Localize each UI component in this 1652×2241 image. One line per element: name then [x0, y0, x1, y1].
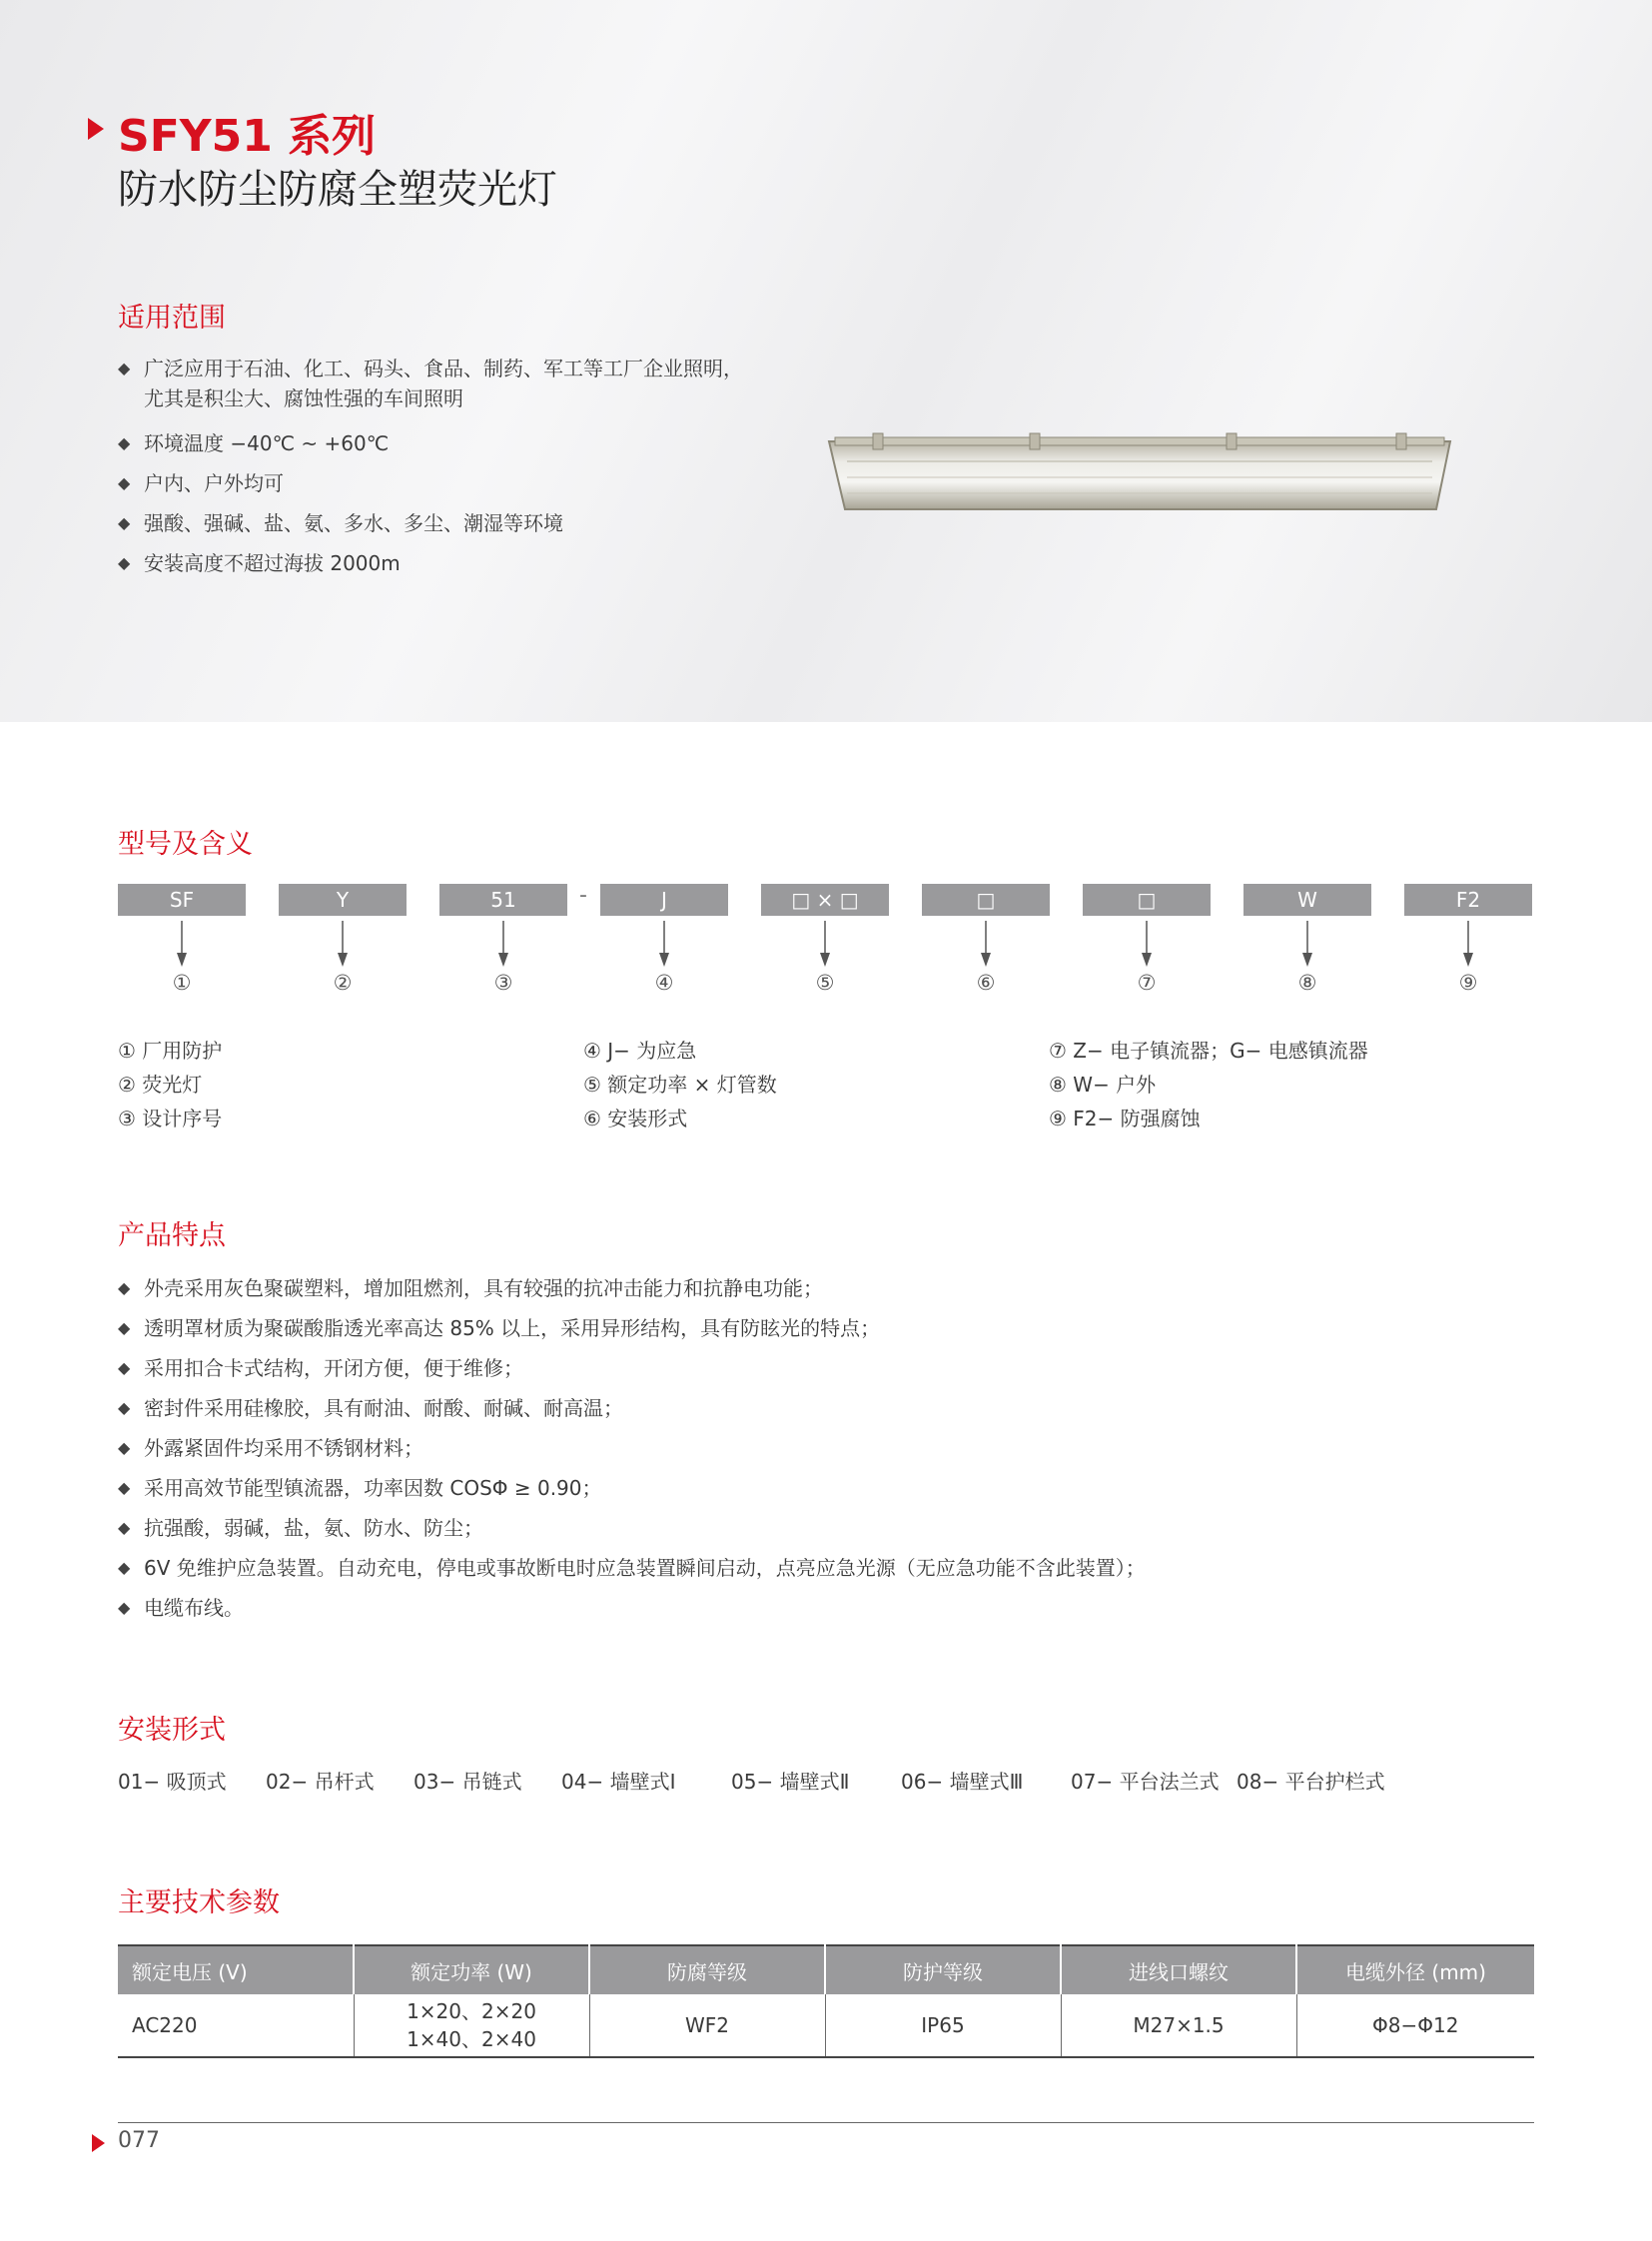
install-item: 03− 吊链式 — [413, 1770, 522, 1794]
specs-heading: 主要技术参数 — [118, 1887, 280, 1918]
cell-anticorrosion: WF2 — [589, 1994, 825, 2057]
diamond-bullet-icon: ◆ — [118, 1278, 131, 1297]
code-box-y: Y — [279, 884, 407, 916]
diamond-bullet-icon: ◆ — [118, 1558, 131, 1577]
diamond-bullet-icon: ◆ — [118, 1398, 131, 1417]
code-box-j: J — [600, 884, 728, 916]
column-header: 额定功率 (W) — [354, 1945, 589, 1994]
code-box-install: □ — [922, 884, 1050, 916]
down-arrow-icon — [1462, 921, 1474, 967]
code-dash: - — [579, 883, 587, 908]
cell-thread: M27×1.5 — [1061, 1994, 1296, 2057]
model-legend-col-3 — [1049, 1034, 1368, 1135]
down-arrow-icon — [1301, 921, 1313, 967]
legend-item: ⑦ Z− 电子镇流器；G− 电感镇流器 — [1049, 1039, 1368, 1063]
code-number: ④ — [654, 971, 674, 995]
diamond-bullet-icon: ◆ — [118, 359, 131, 377]
column-header: 防腐等级 — [589, 1945, 825, 1994]
list-item: ◆ 外壳采用灰色聚碳塑料，增加阻燃剂，具有较强的抗冲击能力和抗静电功能； — [118, 1268, 1146, 1308]
cell-power — [354, 1994, 589, 2057]
list-item: ◆ 6V 免维护应急装置。自动充电，停电或事故断电时应急装置瞬间启动，点亮应急光源（无应急功能不含此装置）； — [118, 1548, 1146, 1588]
legend-item: ⑧ W− 户外 — [1049, 1073, 1157, 1097]
features-heading: 产品特点 — [118, 1220, 226, 1251]
column-header: 进线口螺纹 — [1061, 1945, 1296, 1994]
legend-item: ⑤ 额定功率 × 灯管数 — [583, 1073, 777, 1097]
diamond-bullet-icon: ◆ — [118, 433, 131, 452]
code-box-f2: F2 — [1404, 884, 1532, 916]
column-header: 电缆外径 (mm) — [1296, 1945, 1534, 1994]
install-heading: 安装形式 — [118, 1715, 226, 1746]
code-number: ⑥ — [976, 971, 996, 995]
code-number: ⑤ — [815, 971, 835, 995]
model-legend-col-2 — [583, 1034, 777, 1135]
list-item: ◆ 电缆布线。 — [118, 1588, 1146, 1628]
install-item: 01− 吸顶式 — [118, 1770, 227, 1794]
code-number: ⑦ — [1137, 971, 1157, 995]
cell-cable: Φ8−Φ12 — [1296, 1994, 1534, 2057]
list-item: ◆ 密封件采用硅橡胶，具有耐油、耐酸、耐碱、耐高温； — [118, 1388, 1146, 1428]
install-item: 02− 吊杆式 — [266, 1770, 375, 1794]
legend-item: ④ J− 为应急 — [583, 1039, 697, 1063]
legend-item: ⑨ F2− 防强腐蚀 — [1049, 1107, 1201, 1130]
power-line-1: 1×20、2×20 — [407, 1999, 536, 2023]
table-header-row — [118, 1945, 1534, 1994]
list-item: ◆ 户内、户外均可 — [118, 463, 743, 503]
down-arrow-icon — [658, 921, 670, 967]
down-arrow-icon — [980, 921, 992, 967]
diamond-bullet-icon: ◆ — [118, 473, 131, 492]
page-number: 077 — [118, 2128, 160, 2153]
diamond-bullet-icon: ◆ — [118, 1318, 131, 1337]
product-title: 防水防尘防腐全塑荧光灯 — [118, 167, 557, 213]
power-line-2: 1×40、2×40 — [407, 2027, 536, 2051]
install-item: 08− 平台护栏式 — [1237, 1770, 1385, 1794]
code-box-ballast: □ — [1083, 884, 1211, 916]
list-item: ◆ 采用高效节能型镇流器，功率因数 COSΦ ≥ 0.90； — [118, 1468, 1146, 1508]
legend-item: ⑥ 安装形式 — [583, 1107, 688, 1130]
model-legend-col-1 — [118, 1034, 222, 1135]
diamond-bullet-icon: ◆ — [118, 1438, 131, 1457]
list-item: 尤其是积尘大、腐蚀性强的车间照明 — [144, 386, 463, 410]
legend-item: ① 厂用防护 — [118, 1039, 223, 1063]
install-item: 07− 平台法兰式 — [1071, 1770, 1220, 1794]
column-header: 防护等级 — [825, 1945, 1061, 1994]
list-item: ◆ 安装高度不超过海拔 2000m — [118, 543, 743, 583]
diamond-bullet-icon: ◆ — [118, 1518, 131, 1537]
code-box-51: 51 — [439, 884, 567, 916]
list-item: ◆ 抗强酸，弱碱，盐，氨、防水、防尘； — [118, 1508, 1146, 1548]
list-item: ◆ 广泛应用于石油、化工、码头、食品、制药、军工等工厂企业照明， — [118, 354, 743, 383]
series-title: SFY51 系列 — [118, 111, 377, 162]
footer-divider — [118, 2122, 1534, 2123]
code-box-sf: SF — [118, 884, 246, 916]
cell-protection: IP65 — [825, 1994, 1061, 2057]
code-number: ⑨ — [1458, 971, 1478, 995]
diamond-bullet-icon: ◆ — [118, 513, 131, 532]
diamond-bullet-icon: ◆ — [118, 553, 131, 572]
install-item: 06− 墙壁式Ⅲ — [901, 1770, 1024, 1794]
diamond-bullet-icon: ◆ — [118, 1358, 131, 1377]
legend-item: ② 荧光灯 — [118, 1073, 203, 1097]
table-row — [118, 1994, 1534, 2057]
legend-item: ③ 设计序号 — [118, 1107, 223, 1130]
list-item: ◆ 强酸、强碱、盐、氨、多水、多尘、潮湿等环境 — [118, 503, 743, 543]
scope-list — [118, 354, 743, 583]
down-arrow-icon — [497, 921, 509, 967]
page-arrow-icon — [92, 2134, 105, 2152]
down-arrow-icon — [1141, 921, 1153, 967]
install-item: 05− 墙壁式Ⅱ — [731, 1770, 850, 1794]
install-item: 04− 墙壁式Ⅰ — [561, 1770, 676, 1794]
specs-table — [118, 1944, 1534, 2058]
list-item: ◆ 透明罩材质为聚碳酸脂透光率高达 85% 以上，采用异形结构，具有防眩光的特点； — [118, 1308, 1146, 1348]
list-item: ◆ 环境温度 −40℃ ~ +60℃ — [118, 423, 743, 463]
code-box-power: □ × □ — [761, 884, 889, 916]
diamond-bullet-icon: ◆ — [118, 1478, 131, 1497]
down-arrow-icon — [337, 921, 349, 967]
code-number: ⑧ — [1297, 971, 1317, 995]
list-item: ◆ 采用扣合卡式结构，开闭方便，便于维修； — [118, 1348, 1146, 1388]
code-box-w: W — [1243, 884, 1371, 916]
series-arrow-icon — [88, 118, 104, 140]
features-list — [118, 1268, 1146, 1628]
down-arrow-icon — [819, 921, 831, 967]
down-arrow-icon — [176, 921, 188, 967]
scope-heading: 适用范围 — [118, 303, 226, 334]
column-header: 额定电压 (V) — [118, 1945, 354, 1994]
diamond-bullet-icon: ◆ — [118, 1598, 131, 1617]
code-number: ③ — [493, 971, 513, 995]
list-item: ◆ 外露紧固件均采用不锈钢材料； — [118, 1428, 1146, 1468]
model-heading: 型号及含义 — [118, 829, 253, 860]
cell-voltage: AC220 — [118, 1994, 354, 2057]
code-number: ② — [333, 971, 353, 995]
lamp-product-image — [825, 427, 1454, 517]
code-number: ① — [172, 971, 192, 995]
